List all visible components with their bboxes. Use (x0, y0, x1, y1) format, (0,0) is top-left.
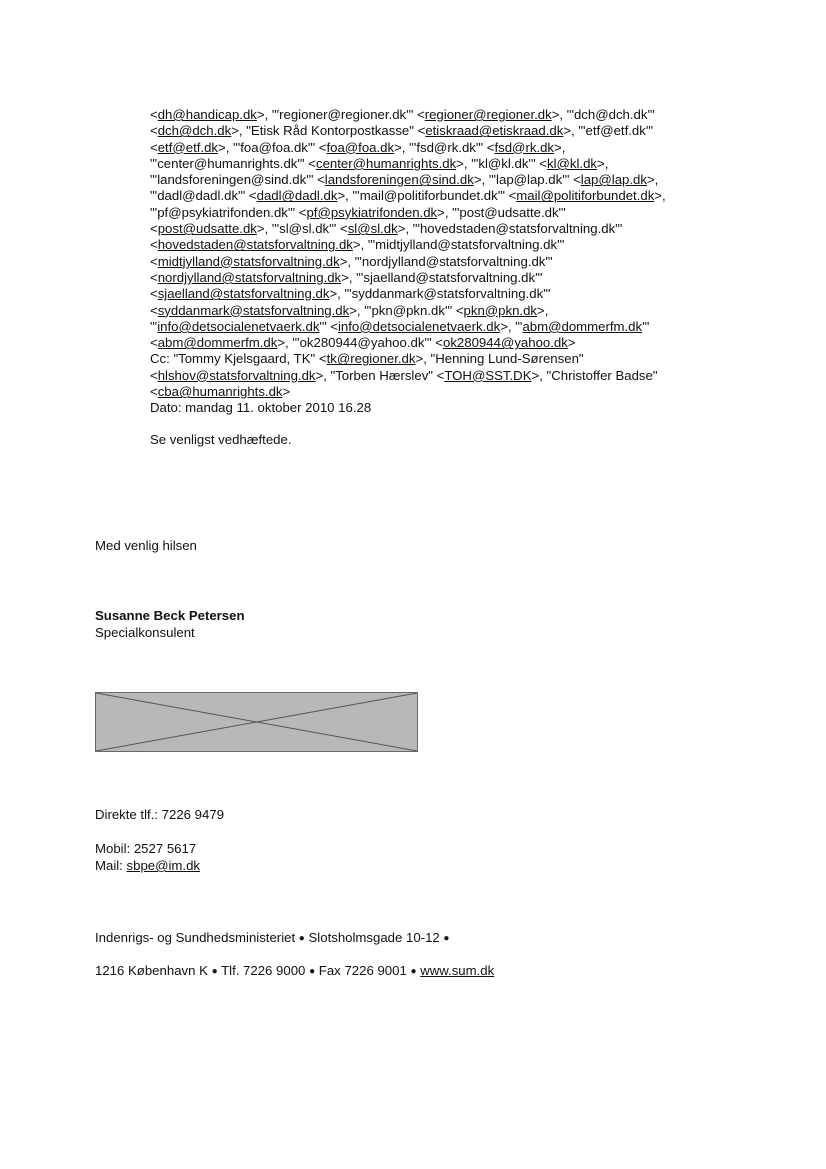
email-address-link[interactable]: foa@foa.dk (326, 139, 395, 155)
email-address-link[interactable]: tk@regioner.dk (326, 351, 416, 367)
email-address-link[interactable]: pkn@pkn.dk (463, 302, 538, 318)
email-address-link[interactable]: sl@sl.dk (347, 221, 398, 237)
email-address-link[interactable]: midtjylland@statsforvaltning.dk (157, 253, 340, 269)
email-text: > (567, 335, 576, 351)
email-text: < (150, 123, 158, 139)
email-header-line (150, 107, 710, 123)
email-text: >, "Henning Lund-Sørensen" (415, 351, 584, 367)
image-cross-icon (96, 693, 417, 751)
ministry-address: Slotsholmsgade 10-12 (308, 930, 440, 945)
email-text: >, "'foa@foa.dk'" < (218, 139, 327, 155)
email-header-line (150, 286, 710, 302)
bullet-icon: ● (211, 966, 218, 977)
email-text: >, "'syddanmark@statsforvaltning.dk'" (329, 286, 551, 302)
email-address-link[interactable]: dch@dch.dk (157, 123, 232, 139)
email-header-line (150, 400, 710, 416)
mail-label: Mail: (95, 858, 127, 873)
email-text: >, "' (500, 318, 523, 334)
email-address-link[interactable]: sjaelland@statsforvaltning.dk (157, 286, 330, 302)
email-header-line (150, 351, 710, 367)
email-address-link[interactable]: abm@dommerfm.dk (522, 318, 643, 334)
email-text: >, "'kl@kl.dk'" < (456, 155, 547, 171)
mail-line (95, 858, 200, 874)
email-text: < (150, 237, 158, 253)
email-header-line (150, 205, 710, 221)
placeholder-image (95, 692, 418, 752)
email-text: "'landsforeningen@sind.dk'" < (150, 172, 325, 188)
email-address-link[interactable]: mail@politiforbundet.dk (516, 188, 655, 204)
bullet-icon: ● (443, 933, 450, 944)
org-fax: Fax 7226 9001 (318, 963, 407, 978)
body-text: Se venligst vedhæftede. (150, 432, 292, 447)
email-header-line (150, 270, 710, 286)
email-text: >, (597, 155, 609, 171)
email-header-line (150, 156, 710, 172)
email-address-link[interactable]: TOH@SST.DK (444, 367, 532, 383)
mail-link[interactable]: sbpe@im.dk (126, 858, 201, 873)
email-header-line (150, 368, 710, 384)
email-header-line (150, 188, 710, 204)
email-address-link[interactable]: landsforeningen@sind.dk (324, 172, 474, 188)
email-address-link[interactable]: lap@lap.dk (580, 172, 647, 188)
email-text: >, "'sl@sl.dk'" < (256, 221, 348, 237)
ministry-name: Indenrigs- og Sundhedsministeriet (95, 930, 296, 945)
email-header-line (150, 335, 710, 351)
email-text: < (150, 384, 158, 400)
email-address-link[interactable]: kl@kl.dk (547, 155, 598, 171)
email-text: >, "'hovedstaden@statsforvaltning.dk'" (397, 221, 623, 237)
email-header-line (150, 221, 710, 237)
email-address-link[interactable]: ok280944@yahoo.dk (443, 335, 568, 351)
bullet-icon: ● (298, 933, 305, 944)
email-address-link[interactable]: hovedstaden@statsforvaltning.dk (157, 237, 353, 253)
email-text: < (150, 367, 158, 383)
postal-city: 1216 København K (95, 963, 208, 978)
greeting: Med venlig hilsen (95, 538, 197, 553)
email-text: >, "'midtjylland@statsforvaltning.dk'" (352, 237, 565, 253)
email-text: >, "'lap@lap.dk'" < (473, 172, 581, 188)
email-text: >, "Christoffer Badse" (531, 367, 658, 383)
email-header-line (150, 254, 710, 270)
email-address-link[interactable]: regioner@regioner.dk (424, 107, 552, 122)
sender-title: Specialkonsulent (95, 625, 195, 640)
email-text: "' (150, 318, 158, 334)
email-text: < (150, 269, 158, 285)
email-text: >, "'etf@etf.dk'" (563, 123, 654, 139)
email-text: < (150, 286, 158, 302)
email-text: >, "'nordjylland@statsforvaltning.dk'" (339, 253, 553, 269)
email-header-line (150, 123, 710, 139)
email-address-link[interactable]: pf@psykiatrifonden.dk (306, 204, 438, 220)
bullet-icon: ● (309, 966, 316, 977)
email-header-line (150, 172, 710, 188)
email-address-link[interactable]: fsd@rk.dk (494, 139, 555, 155)
email-text: < (150, 253, 158, 269)
email-text: >, "'pkn@pkn.dk'" < (349, 302, 464, 318)
email-text: >, "'ok280944@yahoo.dk'" < (277, 335, 443, 351)
email-header-block (150, 107, 710, 417)
email-text: < (150, 221, 158, 237)
email-text: < (150, 139, 158, 155)
email-text: >, "'post@udsatte.dk'" (437, 204, 566, 220)
email-text: '" < (319, 318, 338, 334)
sender-name: Susanne Beck Petersen (95, 608, 245, 623)
email-text: > (282, 384, 291, 400)
email-text: >, "'mail@politiforbundet.dk'" < (337, 188, 517, 204)
email-address-link[interactable]: info@detsocialenetvaerk.dk (157, 318, 320, 334)
org-line-2 (95, 963, 494, 980)
email-address-link[interactable]: abm@dommerfm.dk (157, 335, 278, 351)
email-header-line (150, 140, 710, 156)
email-text: < (150, 335, 158, 351)
email-text: >, "Etisk Råd Kontorpostkasse" < (231, 123, 426, 139)
email-address-link[interactable]: post@udsatte.dk (157, 221, 257, 237)
email-header-line (150, 319, 710, 335)
email-text: >, (537, 302, 549, 318)
bullet-icon: ● (410, 966, 417, 977)
direct-phone: Direkte tlf.: 7226 9479 (95, 807, 225, 822)
email-text: >, "'dch@dch.dk'" (551, 107, 655, 122)
email-text: < (150, 107, 158, 122)
email-header-line (150, 237, 710, 253)
email-text: Cc: "Tommy Kjelsgaard, TK" < (150, 351, 327, 367)
email-address-link[interactable]: etf@etf.dk (157, 139, 219, 155)
website-link[interactable]: www.sum.dk (420, 963, 495, 978)
email-text: "'dadl@dadl.dk'" < (150, 188, 257, 204)
email-text: < (150, 302, 158, 318)
email-address-link[interactable]: cba@humanrights.dk (157, 384, 283, 400)
email-text: "'center@humanrights.dk'" < (150, 155, 316, 171)
email-text: >, "Torben Hærslev" < (315, 367, 445, 383)
email-header-line (150, 384, 710, 400)
email-address-link[interactable]: syddanmark@statsforvaltning.dk (157, 302, 350, 318)
email-text: >, (554, 139, 566, 155)
email-address-link[interactable]: center@humanrights.dk (315, 155, 457, 171)
email-address-link[interactable]: dadl@dadl.dk (256, 188, 338, 204)
email-text: >, (654, 188, 666, 204)
email-text: >, "'sjaelland@statsforvaltning.dk'" (341, 269, 543, 285)
org-line-1 (95, 930, 449, 947)
email-address-link[interactable]: nordjylland@statsforvaltning.dk (157, 269, 342, 285)
email-header-line (150, 303, 710, 319)
email-text: >, "'fsd@rk.dk'" < (394, 139, 495, 155)
org-phone: Tlf. 7226 9000 (221, 963, 306, 978)
email-text: >, "'regioner@regioner.dk'" < (256, 107, 425, 122)
email-address-link[interactable]: info@detsocialenetvaerk.dk (338, 318, 501, 334)
email-address-link[interactable]: etiskraad@etiskraad.dk (425, 123, 564, 139)
mobile-phone: Mobil: 2527 5617 (95, 841, 197, 856)
email-text: Dato: mandag 11. oktober 2010 16.28 (150, 400, 372, 416)
email-text: >, (646, 172, 659, 188)
email-address-link[interactable]: hlshov@statsforvaltning.dk (157, 367, 316, 383)
email-address-link[interactable]: dh@handicap.dk (157, 107, 257, 122)
email-text: '" (642, 318, 650, 334)
email-text: "'pf@psykiatrifonden.dk'" < (150, 204, 307, 220)
